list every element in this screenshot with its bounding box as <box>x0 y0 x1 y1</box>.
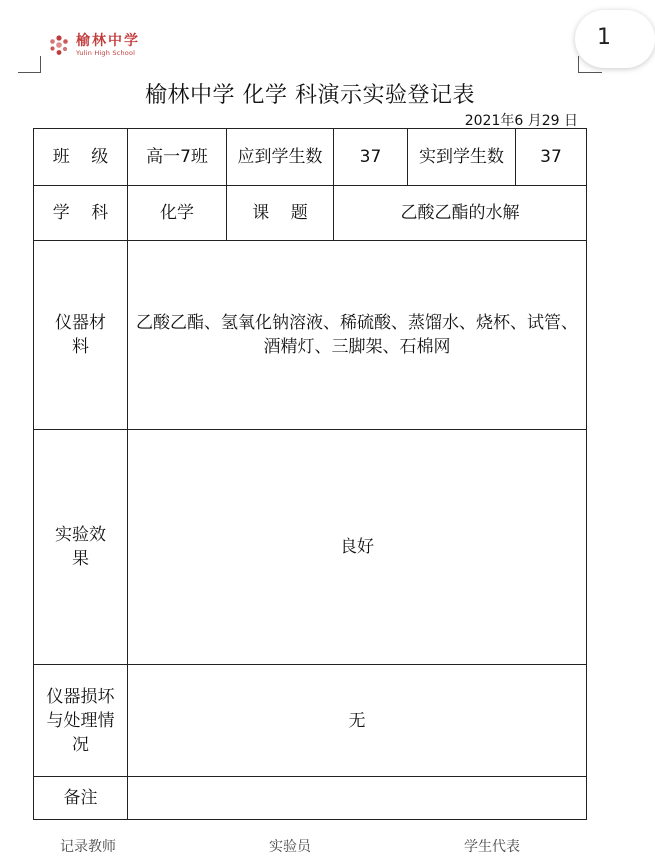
topic-label: 课 题 <box>227 186 334 241</box>
subject-value: 化学 <box>128 186 227 241</box>
school-logo <box>46 32 140 58</box>
damage-value: 无 <box>128 665 587 777</box>
class-label: 班 级 <box>34 129 128 186</box>
logo-name-en: Yulin High School <box>76 48 136 57</box>
table-row <box>34 430 587 665</box>
logo-name-cn: 榆林中学 <box>76 32 140 49</box>
class-value: 高一7班 <box>128 129 227 186</box>
table-row <box>34 129 587 186</box>
subject-label: 学 科 <box>34 186 128 241</box>
page-number: 1 <box>597 25 611 50</box>
table-row <box>34 665 587 777</box>
damage-label: 仪器损坏与处理情况 <box>34 665 128 777</box>
footer-lab-staff: 实验员 <box>269 839 311 855</box>
record-date: 2021年6 月29 日 <box>464 113 578 129</box>
expected-students-value: 37 <box>334 129 408 186</box>
notes-value <box>128 777 587 820</box>
topic-value: 乙酸乙酯的水解 <box>334 186 587 241</box>
crop-mark <box>18 72 40 73</box>
footer-teacher: 记录教师 <box>60 839 116 855</box>
school-emblem-icon <box>46 32 72 58</box>
notes-label: 备注 <box>34 777 128 820</box>
actual-students-value: 37 <box>516 129 587 186</box>
footer-student-rep: 学生代表 <box>464 839 520 855</box>
page-number-badge[interactable] <box>575 10 655 68</box>
crop-mark <box>578 72 602 73</box>
effect-label: 实验效果 <box>34 430 128 665</box>
page-title: 榆林中学 化学 科演示实验登记表 <box>145 83 475 108</box>
registration-table <box>33 128 587 820</box>
effect-value: 良好 <box>128 430 587 665</box>
crop-mark <box>578 56 579 73</box>
actual-students-label: 实到学生数 <box>408 129 516 186</box>
table-row <box>34 186 587 241</box>
table-row <box>34 241 587 430</box>
table-row <box>34 777 587 820</box>
crop-mark <box>40 56 41 73</box>
signature-footer <box>60 836 520 855</box>
materials-value: 乙酸乙酯、氢氧化钠溶液、稀硫酸、蒸馏水、烧杯、试管、酒精灯、三脚架、石棉网 <box>128 241 587 430</box>
materials-label: 仪器材料 <box>34 241 128 430</box>
expected-students-label: 应到学生数 <box>227 129 334 186</box>
